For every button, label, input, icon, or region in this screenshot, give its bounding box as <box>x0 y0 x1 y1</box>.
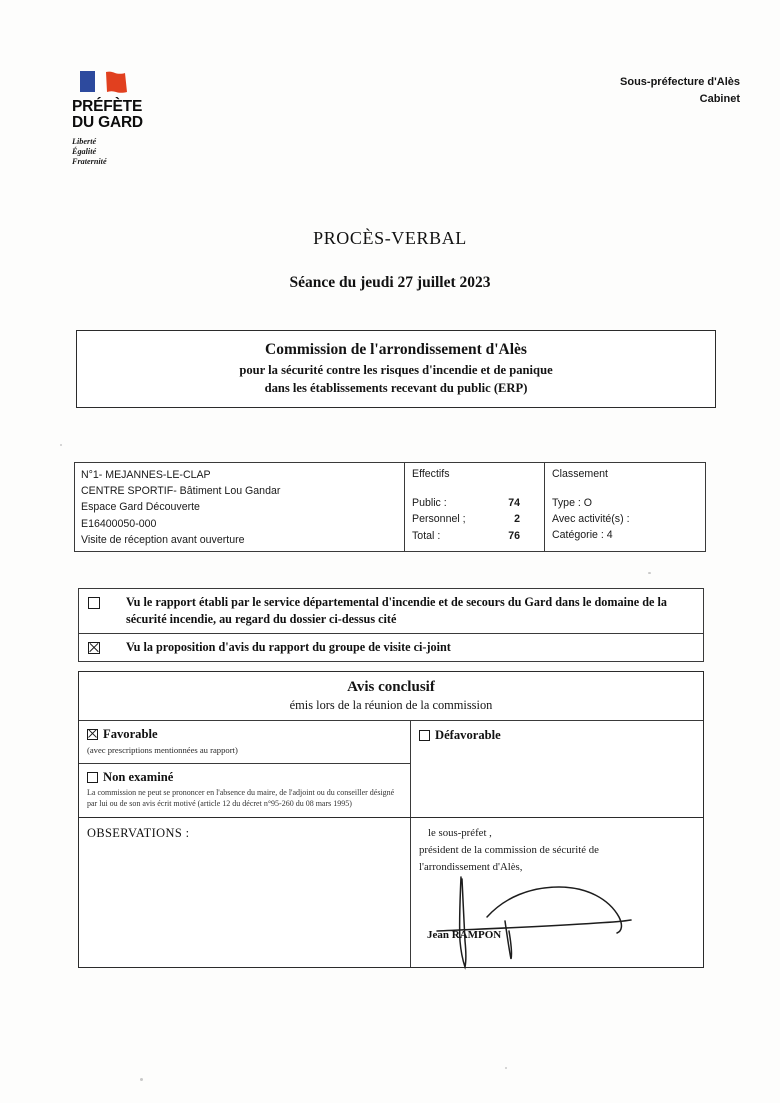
vu-item-rapport[interactable] <box>79 589 703 634</box>
vu-item-proposition-label: Vu la proposition d'avis du rapport du groupe de visite ci-joint <box>126 640 451 655</box>
effectifs-total-value: 76 <box>508 529 520 542</box>
session-date: Séance du jeudi 27 juillet 2023 <box>289 274 491 291</box>
signature-area <box>419 879 703 967</box>
motto-liberte: Liberté <box>72 136 97 146</box>
checkbox-vu-rapport-icon[interactable] <box>88 597 100 609</box>
vu-items-block <box>78 588 704 662</box>
effectifs-public-value: 74 <box>508 496 520 509</box>
handwritten-signature-icon <box>419 873 709 973</box>
observations-cell[interactable] <box>79 818 411 967</box>
logo-title-line1: PRÉFÈTE <box>72 98 143 115</box>
avis-option-non-examine[interactable] <box>79 764 410 817</box>
effectifs-header: Effectifs <box>412 468 450 480</box>
avis-favorable-note: (avec prescriptions mentionnées au rapport) <box>87 744 238 755</box>
commission-scope-2: dans les établissements recevant du public (ERP) <box>264 381 528 396</box>
signature-role-line3: l'arrondissement d'Alès, <box>419 861 523 874</box>
effectifs-public-label: Public : <box>412 496 447 509</box>
french-flag-icon <box>80 70 132 94</box>
checkbox-vu-proposition-icon[interactable] <box>88 642 100 654</box>
classement-activites: Avec activité(s) : <box>552 513 630 526</box>
motto-egalite: Égalité <box>72 147 97 157</box>
observations-label: OBSERVATIONS : <box>87 825 190 840</box>
avis-options-left <box>79 721 411 817</box>
commission-scope-1: pour la sécurité contre les risques d'incendie et de panique <box>239 362 553 377</box>
document-header <box>0 60 780 180</box>
classement-categorie: Catégorie : 4 <box>552 529 613 542</box>
classement-type: Type : O <box>552 496 593 509</box>
checkbox-favorable-icon[interactable] <box>87 729 98 740</box>
avis-title: Avis conclusif <box>347 679 435 695</box>
avis-favorable-line[interactable] <box>87 727 402 742</box>
avis-defavorable-line[interactable] <box>419 728 703 743</box>
classement-header: Classement <box>552 468 608 480</box>
logo-title-line2: DU GARD <box>72 114 143 132</box>
signature-cell <box>411 818 703 967</box>
scan-speck <box>505 1067 507 1069</box>
signature-role-line1: le sous-préfet , <box>428 826 492 839</box>
logo-title <box>72 99 252 132</box>
avis-conclusif-block <box>78 671 704 968</box>
scan-speck <box>140 1078 143 1081</box>
avis-subtitle: émis lors de la réunion de la commission <box>289 698 493 713</box>
scan-speck <box>60 444 62 446</box>
vu-item-rapport-label: Vu le rapport établi par le service départemental d'incendie et de secours du Gard dans le domaine de la sécurité incendie, au regard du dossier ci-dessus cité <box>126 595 667 627</box>
establishment-place: Espace Gard Découverte <box>81 501 200 514</box>
avis-non-examine-label: Non examiné <box>103 770 174 785</box>
effectifs-row-personnel <box>412 511 544 527</box>
avis-options-grid <box>79 721 703 818</box>
vu-item-proposition[interactable] <box>79 634 703 661</box>
checkbox-defavorable-icon[interactable] <box>419 730 430 741</box>
motto-fraternite: Fraternité <box>72 157 107 167</box>
scan-speck <box>648 572 651 574</box>
signatory-name: Jean RAMPON <box>427 928 502 941</box>
page-title: PROCÈS-VERBAL <box>313 228 467 248</box>
effectifs-row-total <box>412 528 544 544</box>
establishment-table <box>74 462 706 552</box>
issuing-office <box>620 74 740 108</box>
observations-grid <box>79 818 703 967</box>
avis-non-examine-note: La commission ne peut se prononcer en l'absence du maire, de l'adjoint ou du conseiller désigné par lui ou de son avis écrit motivé (article 12 du décret n°95-260 du 08 mars 1995) <box>87 788 395 809</box>
avis-options-right[interactable] <box>411 721 703 817</box>
establishment-name: CENTRE SPORTIF- Bâtiment Lou Gandar <box>81 485 281 498</box>
signature-role-line2: président de la commission de sécurité de <box>419 844 599 857</box>
avis-header <box>79 672 703 721</box>
avis-option-favorable[interactable] <box>79 721 410 764</box>
avis-defavorable-label: Défavorable <box>435 727 501 742</box>
prefecture-logo <box>72 70 252 168</box>
establishment-reference: N°1- MEJANNES-LE-CLAP <box>81 469 211 481</box>
establishment-id: E16400050-000 <box>81 517 157 530</box>
avis-non-examine-line[interactable] <box>87 770 402 785</box>
establishment-visit-type: Visite de réception avant ouverture <box>81 533 245 546</box>
avis-favorable-label: Favorable <box>103 726 158 741</box>
effectifs-personnel-label: Personnel ; <box>412 513 466 526</box>
office-name: Sous-préfecture d'Alès <box>620 76 740 88</box>
commission-box <box>76 330 716 408</box>
effectifs-row-public <box>412 495 544 511</box>
republic-motto <box>72 137 252 168</box>
effectifs-cell <box>405 463 545 551</box>
effectifs-total-label: Total : <box>412 529 441 542</box>
classement-cell <box>545 463 705 551</box>
establishment-identity-cell <box>75 463 405 551</box>
office-service: Cabinet <box>699 93 740 106</box>
checkbox-non-examine-icon[interactable] <box>87 772 98 783</box>
commission-name: Commission de l'arrondissement d'Alès <box>265 341 527 358</box>
effectifs-personnel-value: 2 <box>514 513 520 526</box>
